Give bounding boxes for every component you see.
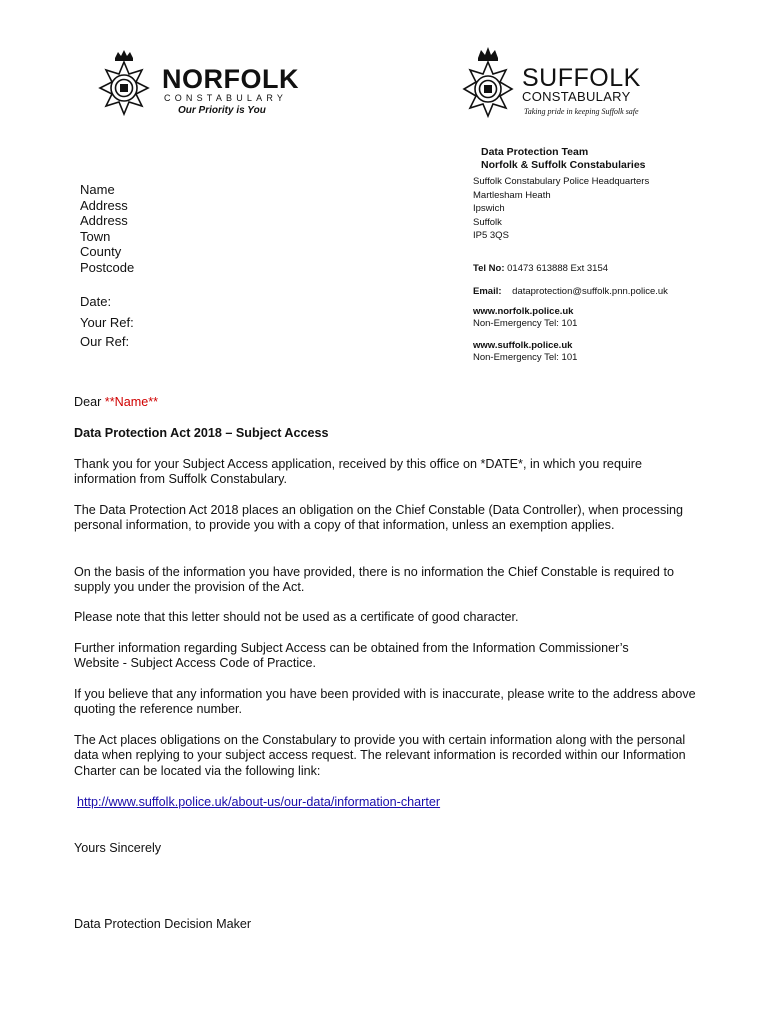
tel-value: 01473 613888 Ext 3154 xyxy=(507,263,609,274)
salutation-name-placeholder: **Name** xyxy=(104,395,158,409)
sender-web-suffolk xyxy=(473,340,577,364)
paragraph-2-text: The Data Protection Act 2018 places an obligation on the Chief Constable (Data Controller), when processing personal information, to provide you with a copy of that information, unless an exemption applies. xyxy=(74,503,684,533)
information-charter-link xyxy=(77,795,440,810)
letter-paragraph-5 xyxy=(74,641,634,672)
sender-line2: Ipswich xyxy=(473,203,505,214)
suffolk-logo-tagline: Taking pride in keeping Suffolk safe xyxy=(524,107,639,116)
suffolk-logo-subtitle: CONSTABULARY xyxy=(522,89,631,104)
norfolk-logo-name: NORFOLK xyxy=(162,64,299,94)
letter-signature: Data Protection Decision Maker xyxy=(74,917,252,931)
sender-line1: Martlesham Heath xyxy=(473,189,551,201)
letter-paragraph-1 xyxy=(74,457,699,488)
paragraph-6-text: If you believe that any information you have been provided with is inaccurate, please write to the address above quoting the reference number. xyxy=(74,687,696,717)
norfolk-logo-tagline: Our Priority is You xyxy=(178,105,266,116)
our-ref-label: Our Ref: xyxy=(80,334,130,349)
sender-address xyxy=(473,175,649,243)
recipient-postcode: Postcode xyxy=(80,259,135,275)
letter-subject: Data Protection Act 2018 – Subject Access xyxy=(74,426,329,440)
letter-paragraph-7 xyxy=(74,733,704,779)
sender-tel xyxy=(473,262,608,276)
paragraph-7-text: The Act places obligations on the Constabulary to provide you with certain information along with the personal data when replying to your subject access request. The relevant information is recorded within our Information Charter can be located via the following link: xyxy=(74,733,686,778)
letter-paragraph-3 xyxy=(74,565,699,596)
norfolk-logo-subtitle: CONSTABULARY xyxy=(164,93,288,103)
paragraph-1-text: Thank you for your Subject Access application, received by this office on *DATE*, in which you require information from Suffolk Constabulary. xyxy=(74,457,642,487)
sender-web-norfolk xyxy=(473,306,577,330)
letter-paragraph-2 xyxy=(74,503,699,534)
norfolk-logo xyxy=(92,46,299,121)
paragraph-3-text: On the basis of the information you have provided, there is no information the Chief Constable is required to supply you under the provision of the Act. xyxy=(74,565,674,595)
recipient-address xyxy=(80,182,134,276)
information-charter-url[interactable]: http://www.suffolk.police.uk/about-us/our-data/information-charter xyxy=(77,795,441,809)
letter-paragraph-4 xyxy=(74,610,699,625)
sender-email xyxy=(473,285,668,299)
sender-hq: Suffolk Constabulary Police Headquarters xyxy=(473,176,650,187)
norfolk-star-badge-icon xyxy=(92,48,156,122)
sender-team-block xyxy=(481,146,646,172)
letter-paragraph-6 xyxy=(74,687,699,718)
suffolk-logo-name: SUFFOLK xyxy=(522,64,641,92)
tel-label: Tel No: xyxy=(473,263,505,274)
your-ref-label: Your Ref: xyxy=(80,315,134,330)
web-suffolk-tel: Non-Emergency Tel: 101 xyxy=(473,352,578,363)
web-suffolk[interactable]: www.suffolk.police.uk xyxy=(473,340,573,351)
email-label: Email: xyxy=(473,286,502,297)
suffolk-logo xyxy=(456,46,656,126)
salutation-text: Dear xyxy=(74,395,102,409)
letter-salutation xyxy=(74,395,158,410)
web-norfolk-tel: Non-Emergency Tel: 101 xyxy=(473,318,578,329)
email-value[interactable]: dataprotection@suffolk.pnn.police.uk xyxy=(512,286,668,297)
date-label: Date: xyxy=(80,294,112,309)
sender-team: Data Protection Team xyxy=(481,146,589,158)
paragraph-4-text: Please note that this letter should not be used as a certificate of good character. xyxy=(74,610,519,624)
web-norfolk[interactable]: www.norfolk.police.uk xyxy=(473,306,574,317)
recipient-name: Name xyxy=(80,182,115,197)
suffolk-star-badge-icon xyxy=(456,46,520,124)
recipient-county: County xyxy=(80,244,122,260)
sender-postcode: IP5 3QS xyxy=(473,230,509,241)
letter-closing: Yours Sincerely xyxy=(74,841,162,855)
recipient-address2: Address xyxy=(80,213,128,229)
paragraph-5-text: Further information regarding Subject Access can be obtained from the Information Commissioner’s Website - Subject Access Code of Practice. xyxy=(74,641,629,671)
recipient-address1: Address xyxy=(80,197,128,213)
recipient-town: Town xyxy=(80,228,111,244)
sender-line3: Suffolk xyxy=(473,216,502,228)
sender-org: Norfolk & Suffolk Constabularies xyxy=(481,159,646,171)
